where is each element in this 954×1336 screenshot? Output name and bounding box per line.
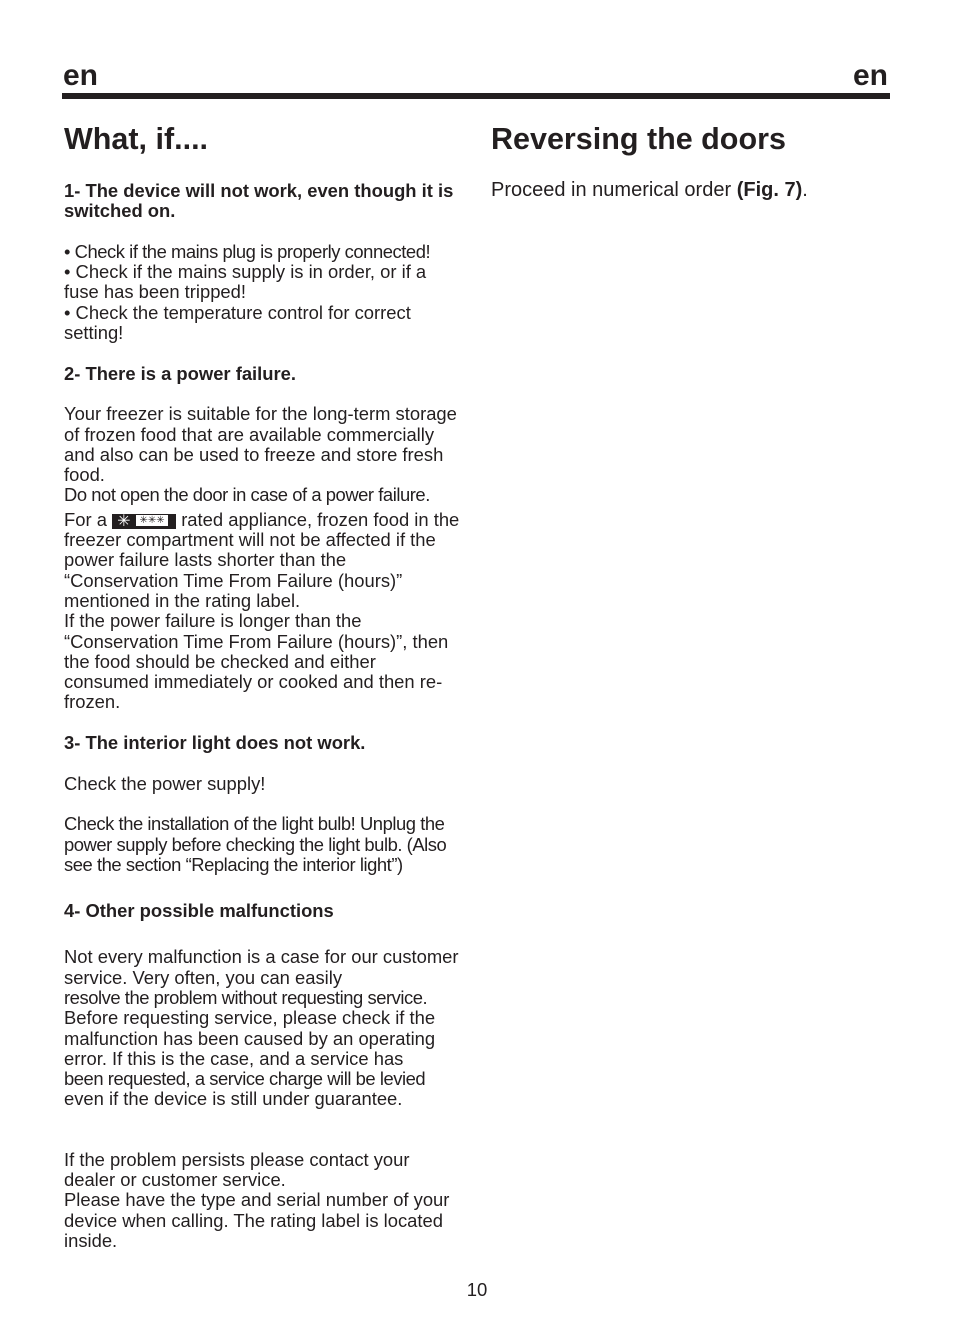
serial-number-para: Please have the type and serial number of your device when calling. The rating label is located inside.: [64, 1189, 450, 1251]
bullet-check-plug: • Check if the mains plug is properly connected!: [64, 240, 431, 262]
bullet-check-temperature: • Check the temperature control for correct setting!: [64, 301, 411, 344]
left-column: [64, 117, 464, 1251]
rating-lead: For a: [64, 508, 107, 530]
page-number: 10: [466, 1279, 488, 1300]
heading-device-not-working: 1- The device will not work, even though it is switched on.: [64, 180, 454, 222]
reversing-intro-text: Proceed in numerical order: [491, 179, 732, 201]
right-column: [491, 117, 891, 202]
malfunction-para-1d: been requested, a service charge will be levied: [64, 1068, 426, 1090]
section-title-what-if: What, if....: [64, 122, 209, 156]
heading-power-failure: 2- There is a power failure.: [64, 362, 297, 384]
star-small-glyph: ✳✳✳: [136, 515, 167, 526]
heading-interior-light: 3- The interior light does not work.: [64, 732, 366, 754]
star-rating-icon: [112, 514, 176, 529]
power-failure-para-1: Your freezer is suitable for the long-term storage of frozen food that are available commercially and also can be used to freeze and store fresh food.: [64, 403, 457, 486]
malfunction-para-1a: Not every malfunction is a case for our customer service. Very often, you can easily: [64, 946, 459, 988]
light-para-1: Check the power supply!: [64, 772, 266, 794]
malfunction-para-1b: resolve the problem without requesting service.: [64, 986, 428, 1008]
reversing-intro-end: .: [802, 179, 808, 201]
power-failure-para-4: If the power failure is longer than the “Conservation Time From Failure (hours)”, then the food should be checked and either consumed immediately or cooked and then re-frozen.: [64, 610, 449, 713]
persist-para: If the problem persists please contact your dealer or customer service.: [64, 1148, 410, 1191]
reversing-intro: [491, 178, 891, 202]
rating-text: rated appliance, frozen food in the freezer compartment will not be affected if the power failure lasts shorter than the “Conservation Time From Failure (hours)” mentioned in the rating label.: [64, 508, 460, 611]
bullet-check-supply: • Check if the mains supply is in order, or if a fuse has been tripped!: [64, 261, 427, 303]
star-big-glyph: ✳: [117, 512, 131, 530]
malfunction-para-1c: Before requesting service, please check if the malfunction has been caused by an operating error. If this is the case, and a service has: [64, 1007, 436, 1069]
power-failure-para-2: Do not open the door in case of a power failure.: [64, 484, 430, 506]
language-label-right: en: [852, 59, 888, 92]
light-para-2: Check the installation of the light bulb! Unplug the power supply before checking the light bulb. (Also see the section “Replacing the interior light”): [64, 813, 447, 875]
language-label-left: en: [63, 59, 99, 92]
header-rule: [62, 93, 890, 99]
figure-reference: (Fig. 7): [736, 179, 803, 201]
power-failure-para-3: [64, 510, 464, 611]
malfunction-para-1e: even if the device is still under guarantee.: [64, 1088, 403, 1110]
section-title-reversing-doors: Reversing the doors: [491, 122, 786, 156]
heading-other-malfunctions: 4- Other possible malfunctions: [64, 900, 334, 922]
